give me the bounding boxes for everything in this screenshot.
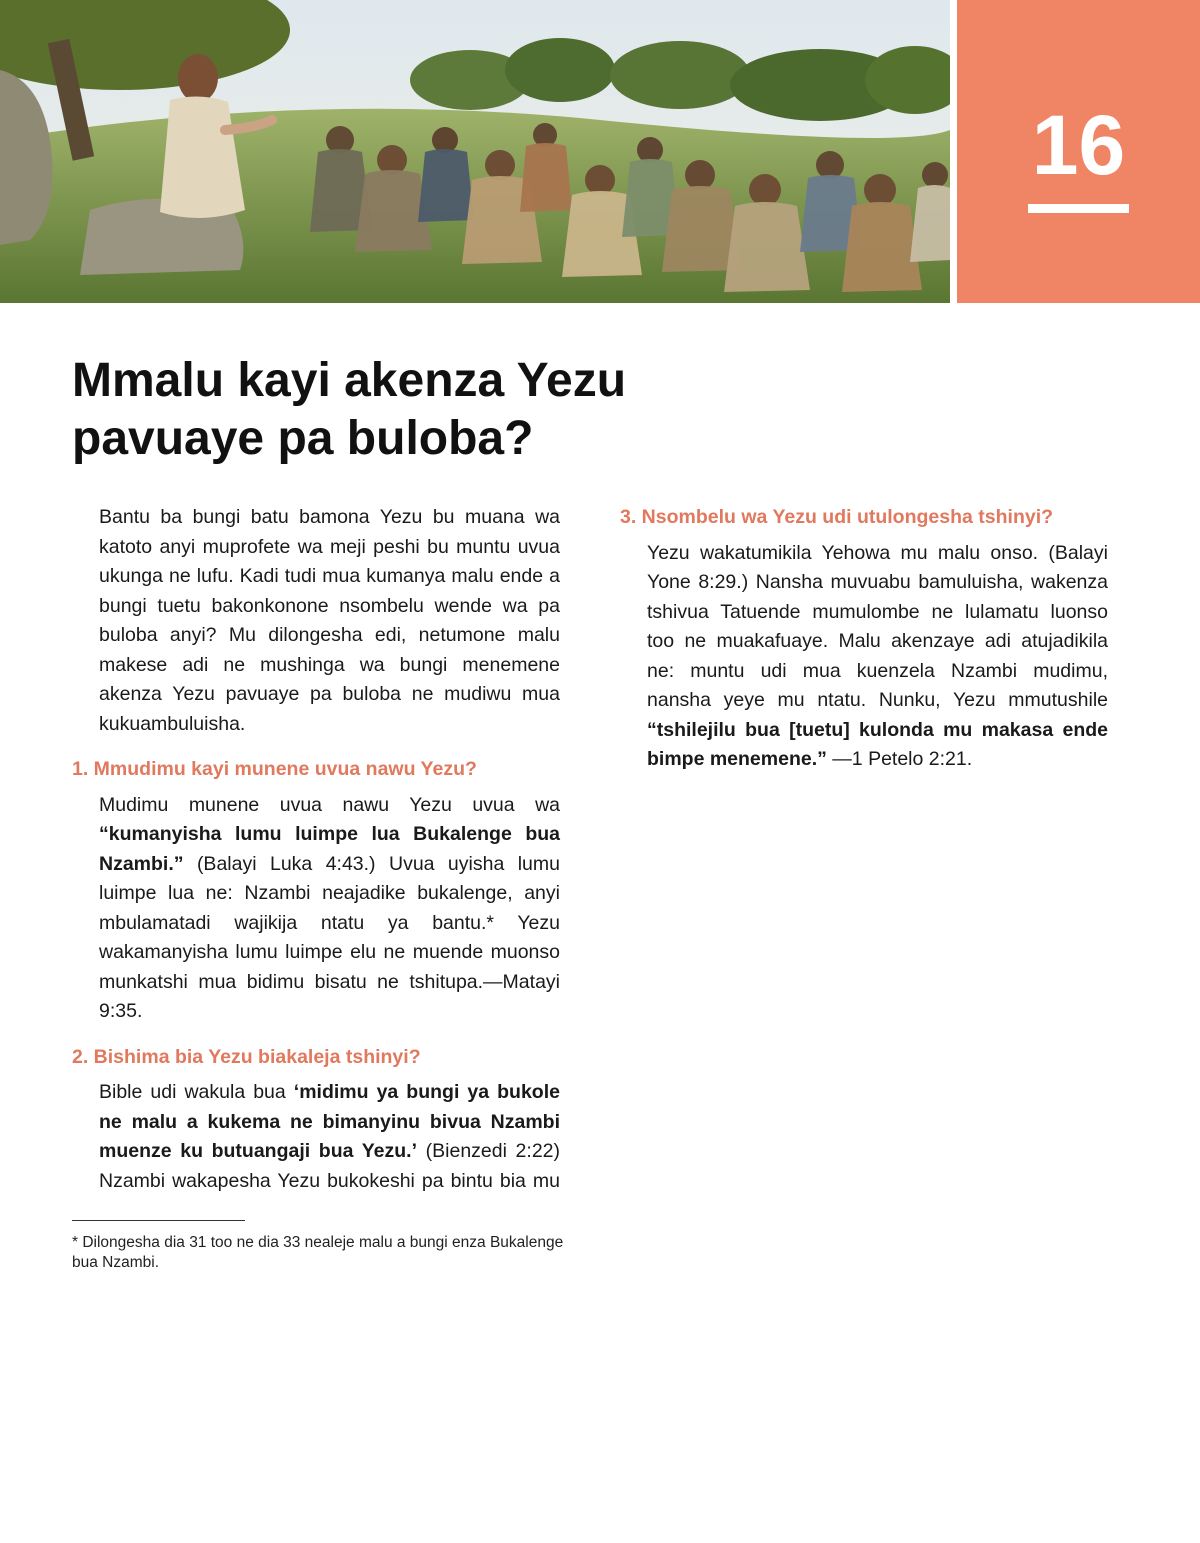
q2-text-a: Bible udi wakula bua [99, 1081, 294, 1103]
q3-text-bold: “tshilejilu bua [tuetu] kulonda mu makasa ende bimpe menemene.” [647, 718, 1108, 770]
lesson-number-underline [1028, 204, 1129, 213]
question-3-heading: 3. Nsombelu wa Yezu udi utulongesha tshinyi? [620, 506, 1054, 528]
page-title: Mmalu kayi akenza Yezu pavuaye pa buloba? [72, 354, 627, 465]
question-1-heading: 1. Mmudimu kayi munene uvua nawu Yezu? [72, 758, 477, 780]
lesson-number: 16 [1031, 98, 1126, 192]
question-2-heading: 2. Bishima bia Yezu biakaleja tshinyi? [72, 1045, 421, 1068]
footnote: * Dilongesha dia 31 too ne dia 33 nealeje malu a bungi enza Bukalenge bua Nzambi. [72, 1234, 564, 1271]
q1-text-b: (Balayi Luka 4:43.) Uvua uyisha lumu luimpe lua ne: Nzambi neajadike bukalenge, anyi mbulamatadi wajikija ntatu ya bantu.* Yezu wakamanyisha lumu luimpe elu ne muende muonso munkatshi mua bidimu bisatu ne tshitupa.—Matayi 9:35. [99, 852, 560, 1022]
q1-text-bold: “kumanyisha lumu luimpe lua Bukalenge bua Nzambi.” [99, 823, 560, 875]
question-2-paragraph [72, 1078, 560, 1196]
intro-paragraph: Bantu ba bungi batu bamona Yezu bu muana wa katoto anyi muprofete wa meji peshi bu muntu uvua ukunga ne lufu. Kadi tudi mua kumanya malu ende a bungi tuetu bakonkonone nsombelu wende wa pa buloba anyi? Mu dilongesha edi, netumone malu makese adi ne mushinga wa bungi menemene akenza Yezu pavuaye pa buloba ne mudiwu mua kukuambuluisha. [99, 506, 560, 735]
question-1-paragraph [72, 791, 560, 1027]
lesson-number-box [957, 0, 1200, 303]
q2-text-b: (Bienzedi 2:22) Nzambi wakapesha Yezu bukokeshi pa bintu bia mu [99, 1140, 560, 1192]
hero-illustration [0, 0, 950, 303]
q2-text-bold: ‘midimu ya bungi ya bukole ne malu a kukema ne bimanyinu bivua Nzambi muenze ku butuangaji bua Yezu.’ [99, 1081, 560, 1162]
q1-text-a: Mudimu munene uvua nawu Yezu uvua wa [99, 793, 560, 816]
q3-text-a: Yezu wakatumikila Yehowa mu malu onso. (Balayi Yone 8:29.) Nansha muvuabu bamuluisha, wakenza tshivua Tatuende mumulombe ne lulamatu luonso too ne muakafuaye. Malu akenzaye adi atujadikila ne: muntu udi mua kuenzela Nzambi mudimu, nansha yeye mu ntatu. Nunku, Yezu mmutushile [647, 541, 1108, 711]
right-column [620, 503, 1108, 775]
teaching-scene-illustration [0, 0, 950, 303]
question-3-paragraph [620, 539, 1108, 775]
q3-text-b: —1 Petelo 2:21. [826, 748, 973, 770]
footnote-divider [72, 1220, 245, 1221]
left-column [72, 503, 560, 1196]
